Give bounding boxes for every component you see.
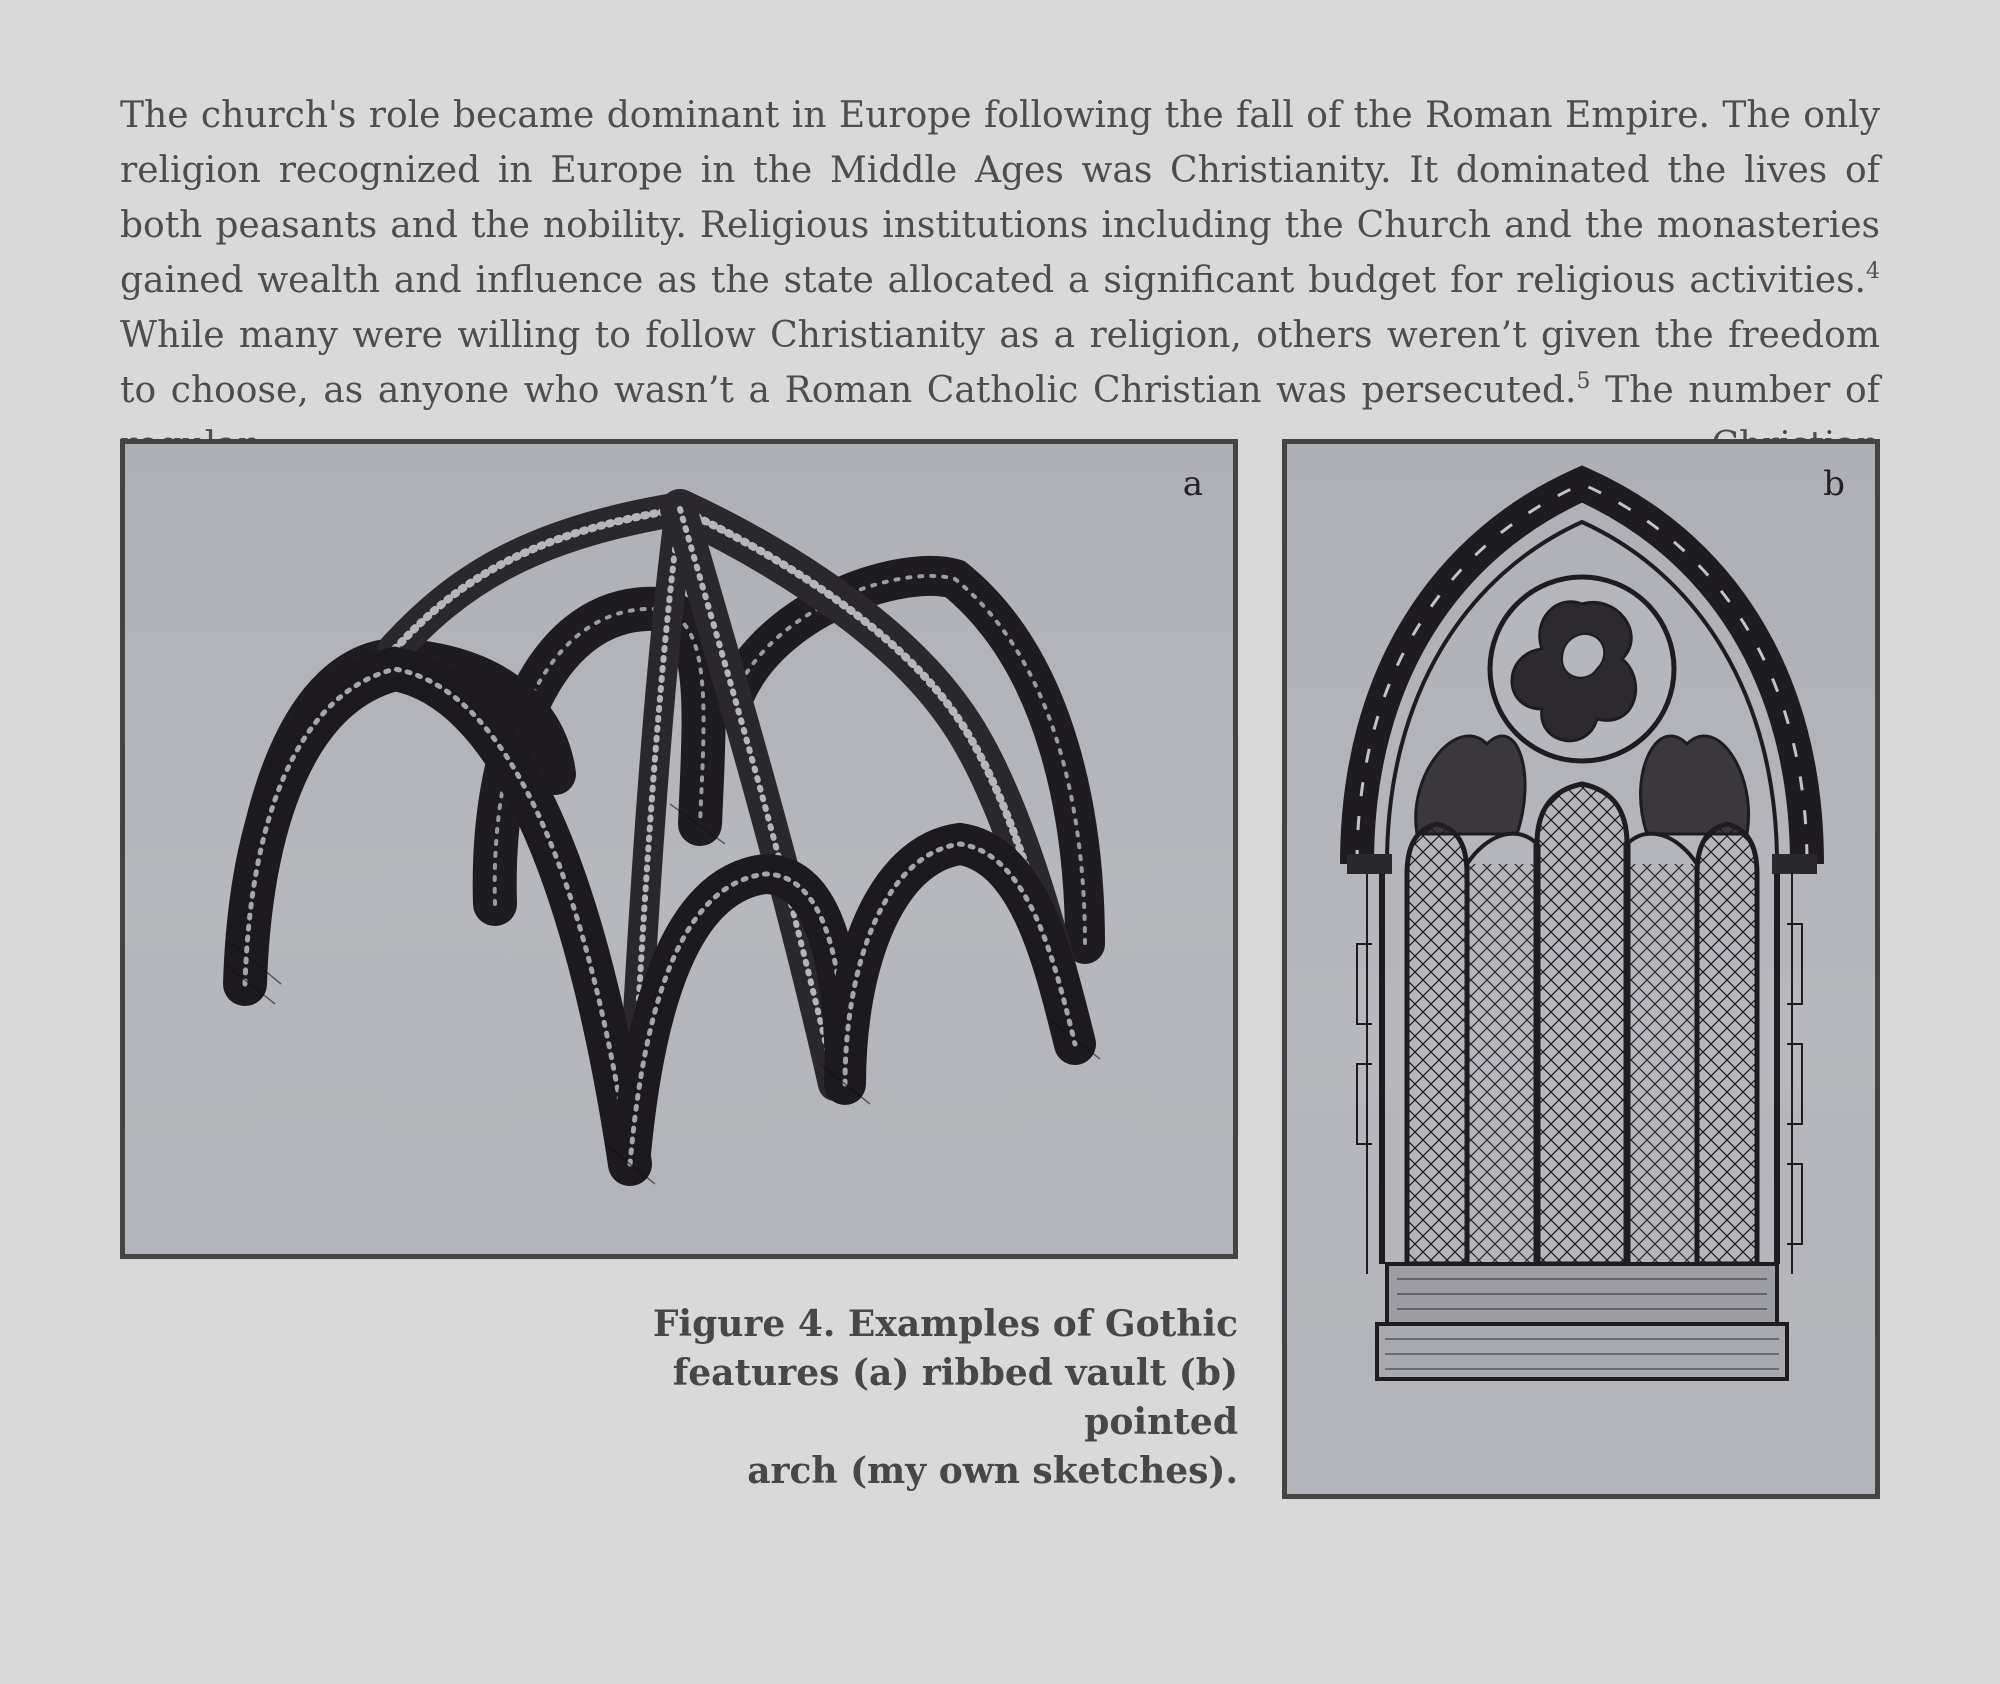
paragraph-text-1: The church's role became dominant in Europe following the fall of the Roman Empire. The only religion recognized in Europe in the Middle Ages was Christianity. It dominated the lives of both peasants and the nobility. Religious institutions including the Church and the monasteries gained wealth and influence as the state allocated a significant budget for religious activities. xyxy=(120,95,1880,301)
pointed-arch-drawing xyxy=(1287,444,1875,1494)
panel-label-a: a xyxy=(1182,464,1203,504)
paragraph-text-2: While many were willing to follow Christianity as a religion, others weren’t given the freedom to choose, as anyone who wasn’t a Roman Catholic Christian was persecuted. xyxy=(120,315,1880,411)
footnote-ref-5[interactable]: 5 xyxy=(1576,369,1591,394)
paragraph-text-3: The number of xyxy=(1605,370,1880,411)
figure-caption xyxy=(618,1300,1238,1496)
footnote-ref-4[interactable]: 4 xyxy=(1866,259,1880,284)
caption-line-1: Figure 4. Examples of Gothic xyxy=(652,1303,1238,1345)
caption-line-2: features (a) ribbed vault (b) pointed xyxy=(672,1352,1238,1443)
panel-label-b: b xyxy=(1823,464,1845,504)
pointed-arch-sketch xyxy=(1282,439,1880,1499)
ribbed-vault-drawing xyxy=(125,444,1233,1254)
caption-line-3: arch (my own sketches). xyxy=(747,1450,1238,1492)
ribbed-vault-sketch xyxy=(120,439,1238,1259)
body-paragraph xyxy=(120,88,1880,473)
